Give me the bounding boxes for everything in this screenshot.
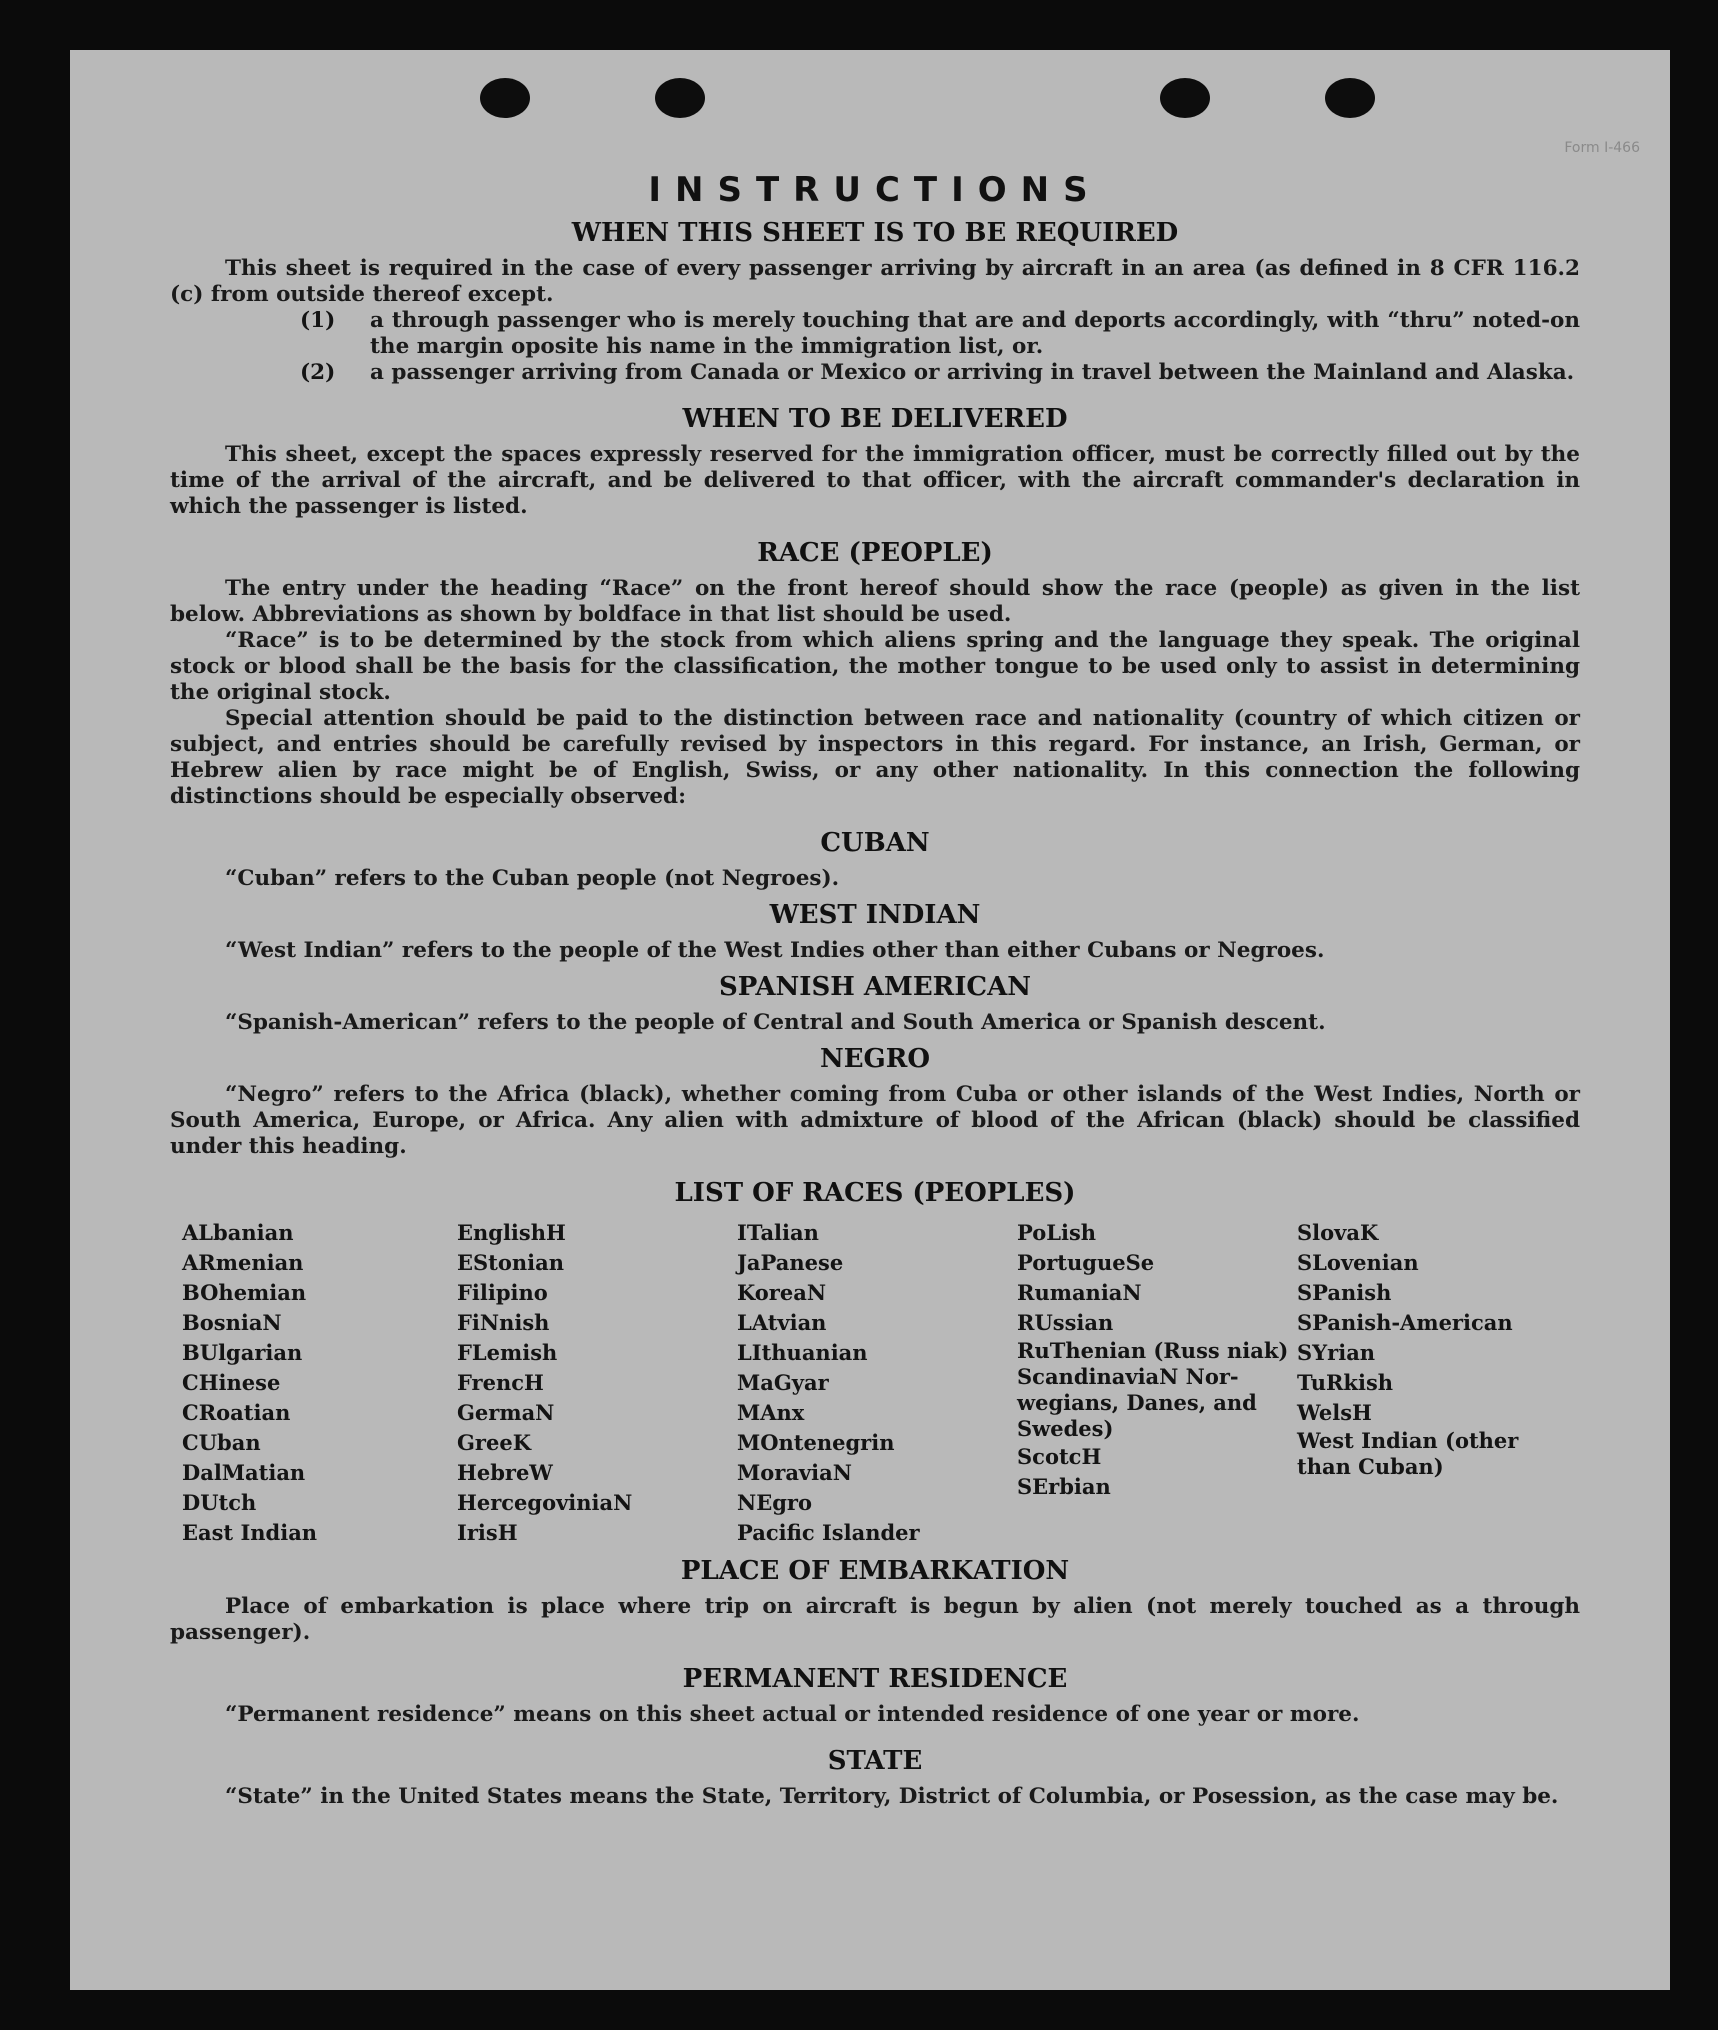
race-entry: SYrian [1297,1340,1376,1365]
race-entry: MOntenegrin [737,1430,895,1455]
form-number: Form I-466 [1564,140,1640,156]
race-entry: RUssian [1017,1310,1114,1335]
race-entry: FrencH [457,1370,544,1395]
race-entry: CUban [182,1430,261,1455]
paragraph-west-indian: “West Indian” refers to the people of the West Indies other than either Cubans or Negroes. [225,938,1325,963]
race-entry: DUtch [182,1490,257,1515]
race-entry: SPanish-American [1297,1310,1513,1335]
item-text: a through passenger who is merely touching that are and deports accordingly, with “thru” noted-on the margin oposite his name in the immigration list, or. [370,308,1580,359]
race-entry: EStonian [457,1250,564,1275]
race-entry: FiNnish [457,1310,550,1335]
race-entry: CRoatian [182,1400,291,1425]
race-entry: BosniaN [182,1310,282,1335]
race-entry: NEgro [737,1490,812,1515]
race-entry: SErbian [1017,1474,1111,1499]
race-entry: ScandinaviaN Nor-wegians, Danes, and Swedes) [1017,1364,1257,1441]
race-entry: Pacific Islander [737,1520,920,1545]
paragraph-embarkation: Place of embarkation is place where trip on aircraft is begun by alien (not merely touched as a through passenger). [170,1594,1580,1645]
heading-when-required: WHEN THIS SHEET IS TO BE REQUIRED [571,218,1179,248]
race-entry: DalMatian [182,1460,306,1485]
item-number: (1) [300,308,336,333]
heading-embarkation: PLACE OF EMBARKATION [680,1556,1070,1586]
paragraph-when-delivered: This sheet, except the spaces expressly reserved for the immigration officer, must be correctly filled out by the time of the arrival of the aircraft, and be delivered to that officer, with the aircraft commander's declaration in which the passenger is listed. [170,442,1580,519]
paragraph-negro: “Negro” refers to the Africa (black), whether coming from Cuba or other islands of the West Indies, North or South America, Europe, or Africa. Any alien with admixture of blood of the African (black) should be classified under this heading. [170,1082,1580,1159]
race-entry: KoreaN [737,1280,827,1305]
race-entry: MoraviaN [737,1460,852,1485]
item-number: (2) [300,360,336,385]
race-entry: JaPanese [737,1250,844,1275]
heading-race: RACE (PEOPLE) [757,538,993,568]
race-entry: HebreW [457,1460,553,1485]
paragraph-cuban: “Cuban” refers to the Cuban people (not Negroes). [225,866,840,891]
race-entry: RuThenian (Russ niak) [1017,1338,1289,1363]
races-grid [182,1218,1580,1548]
heading-permanent-residence: PERMANENT RESIDENCE [682,1664,1068,1694]
race-entry: SLovenian [1297,1250,1419,1275]
race-entry: BUlgarian [182,1340,303,1365]
heading-when-delivered: WHEN TO BE DELIVERED [682,404,1068,434]
race-entry: HercegoviniaN [457,1490,633,1515]
paragraph-when-required: This sheet is required in the case of every passenger arriving by aircraft in an area (as defined in 8 CFR 116.2 (c) from outside thereof except. [170,256,1580,307]
page-title: INSTRUCTIONS [648,170,1102,210]
item-text: a passenger arriving from Canada or Mexico or arriving in travel between the Mainland and Alaska. [370,360,1575,385]
paragraph-race: Special attention should be paid to the distinction between race and nationality (country of which citizen or subject, and entries should be carefully revised by inspectors in this regard. For instance, an Irish, German, or Hebrew alien by race might be of English, Swiss, or any other nationality. In this connection the following distinctions should be especially observed: [170,706,1580,809]
race-entry: BOhemian [182,1280,307,1305]
race-entry: MaGyar [737,1370,829,1395]
race-entry: GermaN [457,1400,555,1425]
race-entry: ITalian [737,1220,819,1245]
race-entry: ARmenian [182,1250,304,1275]
list-item [170,308,1580,360]
heading-spanish-american: SPANISH AMERICAN [718,972,1032,1002]
punch-hole [655,78,705,118]
races-column [457,1218,737,1548]
race-entry: GreeK [457,1430,531,1455]
heading-list-of-races: LIST OF RACES (PEOPLES) [674,1178,1076,1208]
paragraph-permanent-residence: “Permanent residence” means on this sheet actual or intended residence of one year or more. [225,1702,1360,1727]
race-entry: PoLish [1017,1220,1097,1245]
heading-state: STATE [827,1746,923,1776]
document-page [70,50,1670,1990]
races-column [1297,1218,1557,1548]
race-entry: SlovaK [1297,1220,1379,1245]
race-entry: LAtvian [737,1310,827,1335]
race-entry: PortugueSe [1017,1250,1155,1275]
punch-hole [1325,78,1375,118]
heading-negro: NEGRO [819,1044,931,1074]
punch-hole [1160,78,1210,118]
races-column [1017,1218,1297,1548]
race-entry: ALbanian [182,1220,294,1245]
race-entry: MAnx [737,1400,805,1425]
races-column [182,1218,457,1548]
paragraph-spanish-american: “Spanish-American” refers to the people of Central and South America or Spanish descent. [225,1010,1326,1035]
race-entry: RumaniaN [1017,1280,1142,1305]
paragraph-state: “State” in the United States means the State, Territory, District of Columbia, or Posession, as the case may be. [225,1784,1559,1809]
races-column [737,1218,1017,1548]
race-entry: SPanish [1297,1280,1392,1305]
punch-hole [480,78,530,118]
heading-west-indian: WEST INDIAN [769,900,981,930]
heading-cuban: CUBAN [820,828,930,858]
paragraph-race: The entry under the heading “Race” on the front hereof should show the race (people) as given in the list below. Abbreviations as shown by boldface in that list should be used. [170,576,1580,627]
race-entry: IrisH [457,1520,518,1545]
race-entry: CHinese [182,1370,281,1395]
race-entry: EnglishH [457,1220,566,1245]
paragraph-race: “Race” is to be determined by the stock from which aliens spring and the language they speak. The original stock or blood shall be the basis for the classification, the mother tongue to be used only to assist in determining the original stock. [170,628,1580,705]
race-entry: West Indian (other than Cuban) [1297,1428,1519,1479]
race-entry: ScotcH [1017,1444,1102,1469]
race-entry: FLemish [457,1340,558,1365]
race-entry: LIthuanian [737,1340,868,1365]
race-entry: Filipino [457,1280,548,1305]
race-entry: TuRkish [1297,1370,1394,1395]
race-entry: East Indian [182,1520,318,1545]
list-item [170,360,1580,386]
race-entry: WelsH [1297,1400,1372,1425]
